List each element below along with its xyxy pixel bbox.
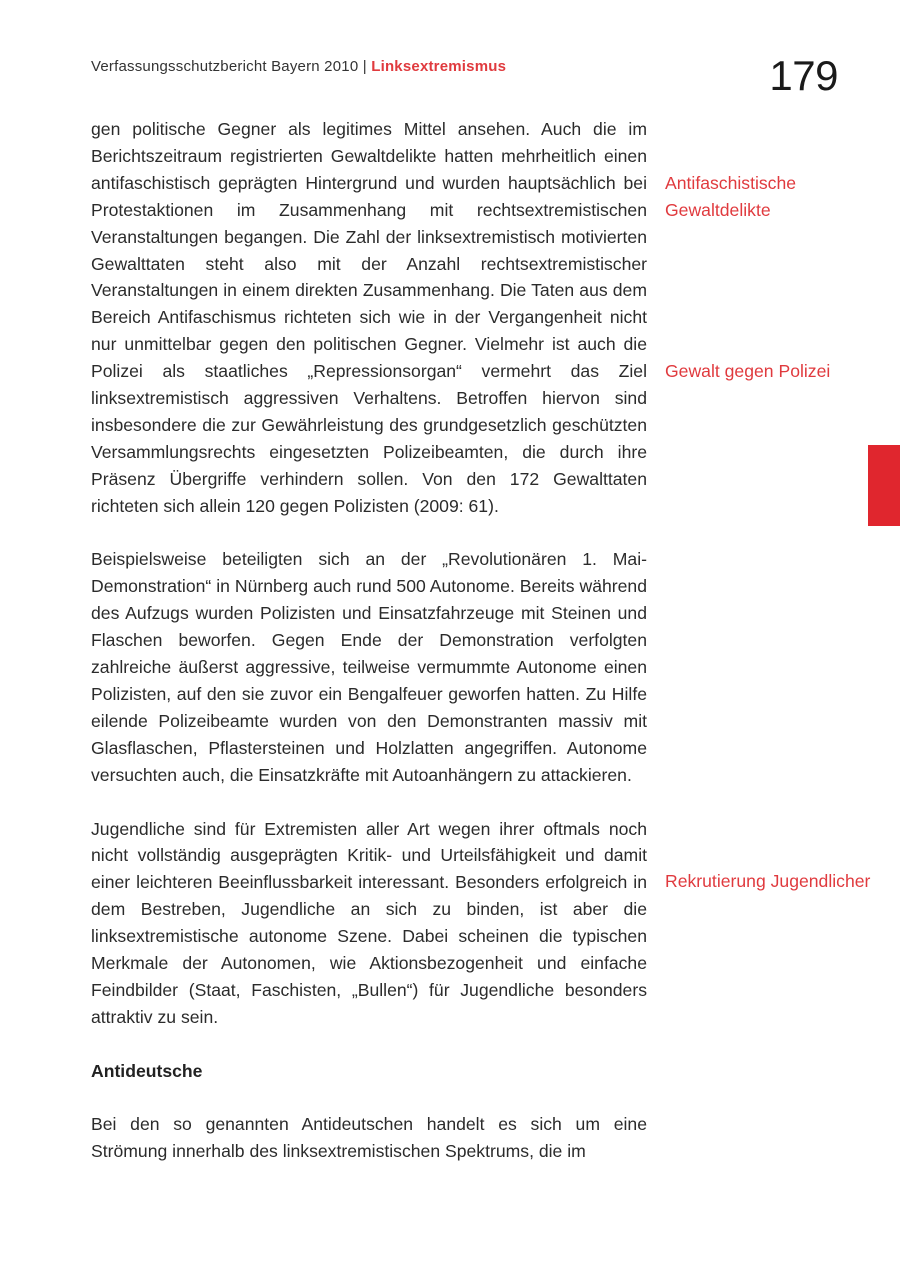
body-paragraph: Jugendliche sind für Extremisten aller Art wegen ihrer oftmals noch nicht vollständig ausgeprägten Kritik- und Urteilsfähigkeit und damit einer leichteren Beeinflussbarkeit interessant. Besonders erfolgreich in dem Bestreben, Jugendliche an sich zu binden, ist aber die linksextremistische autonome Szene. Dabei scheinen die typischen Merkmale der Autonomen, wie Aktionsbezogenheit und einfache Feindbilder (Staat, Faschisten, „Bullen“) für Jugendliche besonders attraktiv zu sein. (91, 818, 647, 1027)
section-heading: Antideutsche (91, 1060, 203, 1081)
header-separator: | (362, 58, 367, 75)
margin-note-gewalt-gegen-polizei: Gewalt gegen Polizei (665, 361, 831, 381)
publication-title: Verfassungsschutzbericht Bayern 2010 (91, 58, 359, 75)
body-paragraph: Beispielsweise beteiligten sich an der „Revolutionären 1. Mai-Demonstration“ in Nürnberg auch rund 500 Autonome. Bereits während des Aufzugs wurden Polizisten und Einsatzfahrzeuge mit Steinen und Flaschen beworfen. Gegen Ende der Demonstration verfolgten zahlreiche äußerst aggressive, teilweise vermummte Autonome einen Polizisten, auf den sie zuvor ein Bengalfeuer geworfen hatten. Zu Hilfe eilende Polizeibeamte wurden von den Demonstranten massiv mit Glasflaschen, Pflastersteinen und Holzlatten angegriffen. Autonome versuchten auch, die Einsatzkräfte mit Autoanhängern zu attackieren. (91, 549, 647, 785)
chapter-tab-marker (868, 445, 900, 526)
running-header (91, 58, 506, 75)
body-paragraph: Bei den so genannten Antideutschen handelt es sich um eine Strömung innerhalb des linksextremistischen Spektrums, die im (91, 1114, 647, 1162)
body-paragraph: gen politische Gegner als legitimes Mittel ansehen. Auch die im Berichtszeitraum registrierten Gewaltdelikte hatten mehrheitlich einen antifaschistisch geprägten Hintergrund und wurden hauptsächlich bei Protestaktionen im Zusammenhang mit rechtsextremistischen Veranstaltungen begangen. Die Zahl der linksextremistisch motivierten Gewalttaten steht also mit der Anzahl rechtsextremistischer Veranstaltungen in einem direkten Zusammenhang. Die Taten aus dem Bereich Antifaschismus richteten sich wie in der Vergangenheit nicht nur unmittelbar gegen den politischen Gegner. Vielmehr ist auch die Polizei als staatliches „Repressionsorgan“ vermehrt das Ziel linksextremistisch aggressiven Verhaltens. Betroffen hiervon sind insbesondere die zur Gewährleistung des grundgesetzlich geschützten Versammlungsrechts eingesetzten Polizeibeamten, die durch ihre Präsenz Übergriffe verhindern sollen. Von den 172 Gewalttaten richteten sich allein 120 gegen Polizisten (2009: 61). (91, 119, 647, 516)
section-title: Linksextremismus (371, 58, 507, 75)
margin-note-antifaschistische-gewaltdelikte: Antifaschistische Gewaltdelikte (665, 173, 797, 220)
page-number: 179 (769, 52, 838, 99)
margin-note-rekrutierung-jugendlicher: Rekrutierung Jugendlicher (665, 871, 871, 891)
main-text-column (91, 116, 647, 1165)
